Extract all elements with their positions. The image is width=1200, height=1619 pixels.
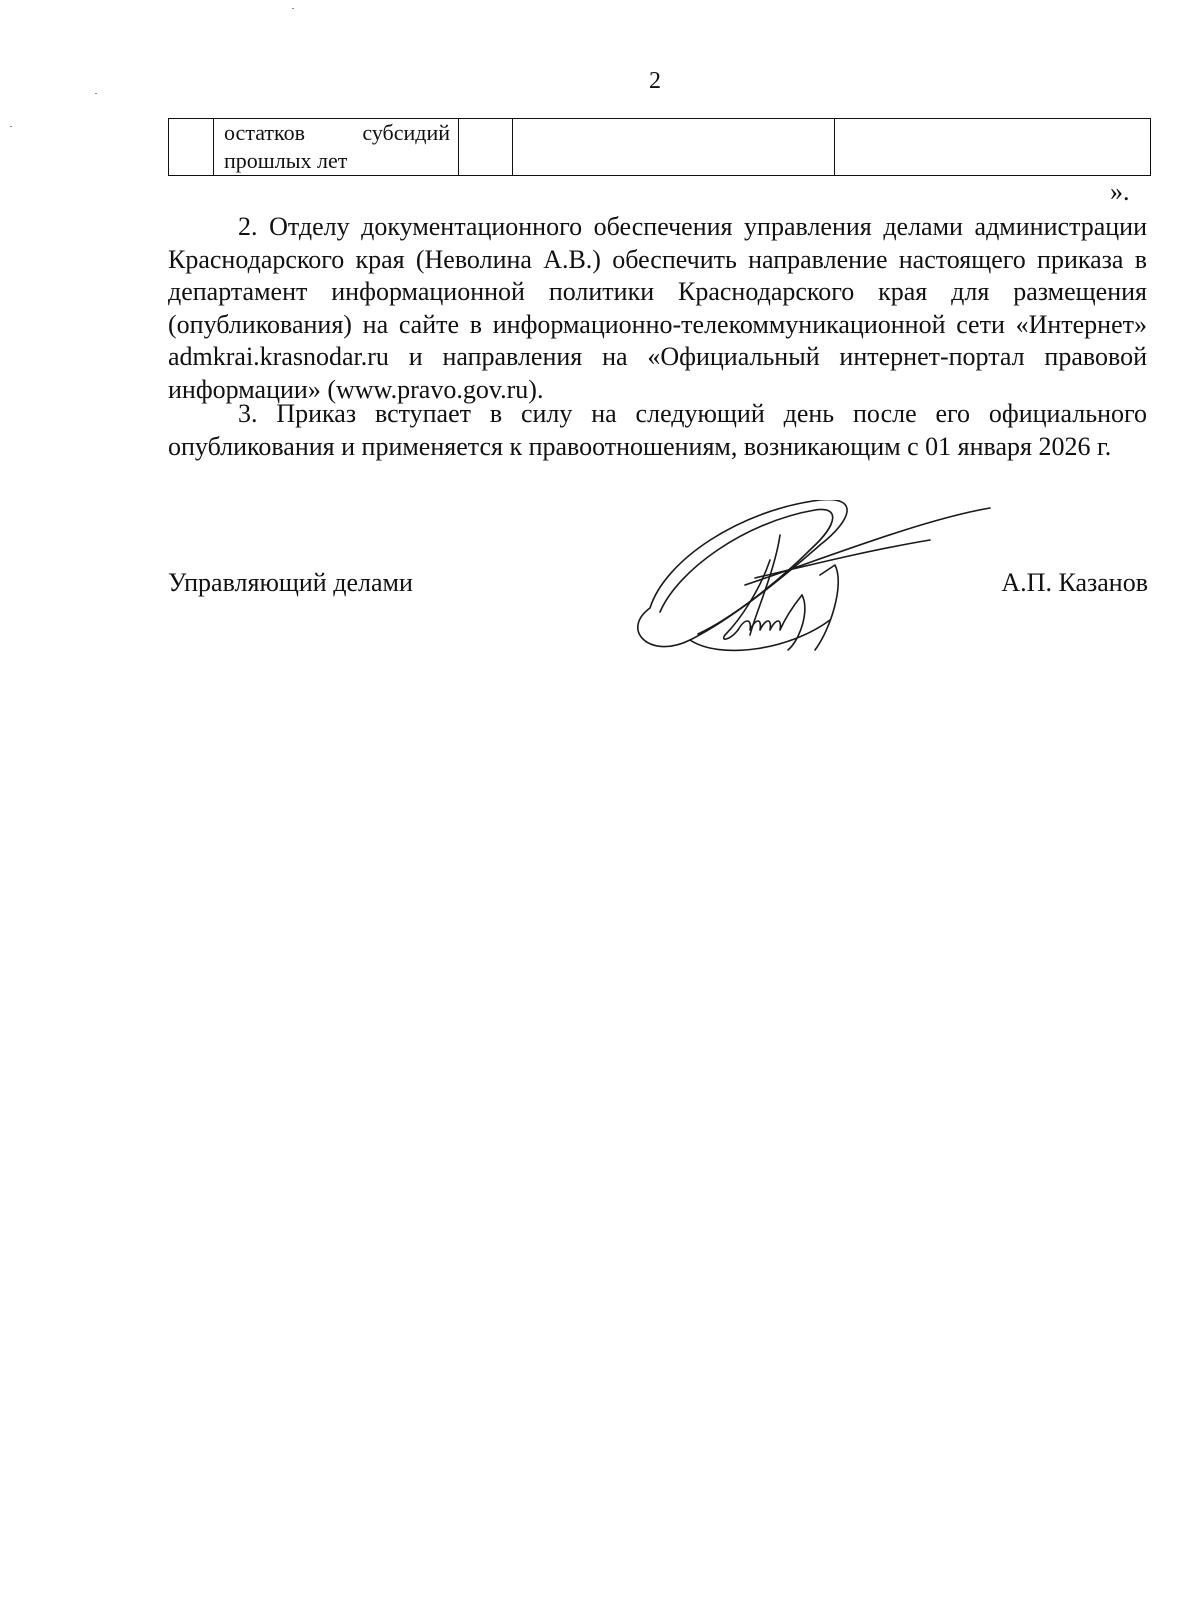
table-cell-empty <box>513 119 835 176</box>
table-row <box>169 119 1151 176</box>
cell-word: остатков <box>224 120 305 145</box>
paragraph-2-text: 2. Отделу документационного обеспечения управления делами администрации Краснодарского края (Неволина А.В.) обеспечить направление настоящего приказа в департамент информационной политики Краснодарского края для размещения (опубликования) на сайте в информационно-телекоммуникационной сети «Интернет» admkrai.krasnodar.ru и направления на «Официальный интернет-портал правовой информации» (www.pravo.gov.ru). <box>168 212 1147 404</box>
table-cell-empty <box>459 119 513 176</box>
table-cell-number <box>169 119 214 176</box>
handwritten-signature <box>630 500 1010 670</box>
cell-word: субсидий <box>362 120 450 145</box>
continued-table <box>168 118 1151 176</box>
cell-line: прошлых лет <box>224 148 348 173</box>
paragraph-3 <box>168 398 1147 463</box>
paragraph-3-text: 3. Приказ вступает в силу на следующий день после его официального опубликования и применяется к правоотношениям, возникающим с 01 января 2026 г. <box>168 399 1147 461</box>
table-cell-description <box>214 119 459 176</box>
paragraph-2 <box>168 211 1147 406</box>
page-number: 2 <box>649 68 661 94</box>
table-cell-empty <box>835 119 1151 176</box>
scan-speck <box>10 126 12 127</box>
closing-quote: ». <box>1110 177 1130 206</box>
signatory-name: А.П. Казанов <box>1001 568 1148 597</box>
signatory-title: Управляющий делами <box>168 568 413 597</box>
scan-speck <box>292 8 294 9</box>
